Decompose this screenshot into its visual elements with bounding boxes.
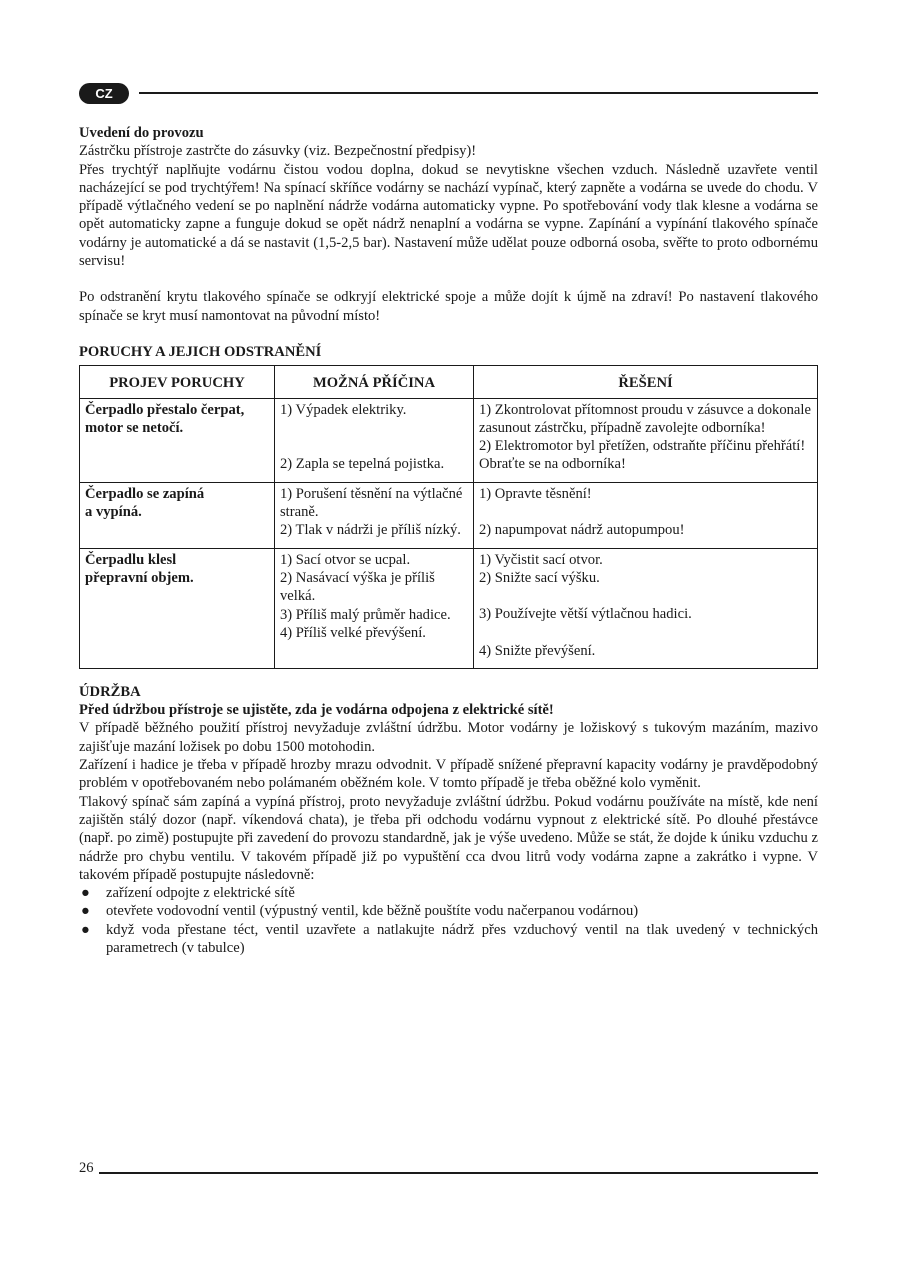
table-header-row bbox=[80, 366, 818, 398]
solution-item: 3) Používejte větší výtlačnou hadici. bbox=[479, 606, 692, 623]
bullet-icon: ● bbox=[81, 903, 90, 920]
solution-item: 1) Opravte těsnění! bbox=[479, 485, 592, 502]
solution-item: 2) napumpovat nádrž autopumpou! bbox=[479, 522, 685, 539]
solution-item: 1) Zkontrolovat přítomnost proudu v zásuvce a dokonale zasunout zástrčku, případně zavolejte odborníka! bbox=[479, 401, 811, 436]
cause-item: 2) Nasávací výška je příliš velká. bbox=[280, 569, 435, 605]
cause-item: 2) Zapla se tepelná pojistka. bbox=[280, 455, 445, 472]
col-header-solution: ŘEŠENÍ bbox=[474, 366, 818, 398]
solution-cell bbox=[474, 482, 818, 548]
solution-item: 2) Elektromotor byl přetížen, odstraňte příčinu přehřátí! Obraťte se na odborníka! bbox=[479, 438, 806, 473]
solution-item: 4) Snižte převýšení. bbox=[479, 642, 596, 659]
table-row bbox=[80, 548, 818, 668]
page-number: 26 bbox=[79, 1160, 94, 1176]
bullet-icon: ● bbox=[81, 885, 90, 902]
cause-item: 4) Příliš velké převýšení. bbox=[280, 624, 426, 641]
faults-heading: PORUCHY A JEJICH ODSTRANĚNÍ bbox=[79, 343, 322, 360]
footer-rule bbox=[99, 1172, 818, 1174]
table-row bbox=[80, 482, 818, 548]
symptom-text: a vypíná. bbox=[85, 504, 142, 521]
cause-cell bbox=[275, 482, 474, 548]
page-content bbox=[79, 124, 818, 957]
symptom-cell bbox=[80, 482, 275, 548]
maintenance-paragraph-3: Tlakový spínač sám zapíná a vypíná přístroj, proto nevyžaduje zvláštní údržbu. Pokud vodárnu používáte na místě, kde není zajištěn stálý dozor (např. víkendová chata), je třeba při odchodu vodárnu vypnout z elektrické sítě. Po dlouhé přestávce (např. po zimě) postupujte při zavedení do provozu standardně, jak je výše uvedeno. Může se stát, že dojde k úniku vzduchu z nádrže pro chybu ventilu. V takovém případě již po vypuštění cca dvou litrů vody vodárna zapne a zakrátko i vypne. V takovém případě postupujte následovně: bbox=[79, 793, 818, 883]
symptom-text: Čerpadlo přestalo čerpat, motor se netočí. bbox=[85, 401, 245, 436]
faults-table bbox=[79, 365, 818, 669]
bullet-icon: ● bbox=[81, 921, 90, 938]
table-row bbox=[80, 398, 818, 482]
symptom-cell bbox=[80, 548, 275, 668]
cause-item: 3) Příliš malý průměr hadice. bbox=[280, 606, 451, 623]
language-badge: CZ bbox=[79, 83, 129, 104]
maintenance-paragraph-1: V případě běžného použití přístroj nevyžaduje zvláštní údržbu. Motor vodárny je ložiskový s tukovým mazáním, mazivo zajišťuje mazání ložisek po dobu 1500 motohodin. bbox=[79, 720, 818, 755]
startup-paragraph-2: Přes trychtýř naplňujte vodárnu čistou vodou doplna, dokud se nevytiskne všechen vzduch. Následně uzavřete ventil nacházející se pod trychtýřem! Na spínací skříňce vodárny se nachází vypínač, který zapněte a vodárna se uvede do chodu. V případě výtlačného vedení se po naplnění nádrže vodárna automaticky vypne. Po spotřebování vody tlak klesne a vodárna se opět automaticky zapne a funguje dokud se opět nádrž nenaplní a vodárna se vypne. Zapínání a vypínání tlakového spínače vodárny je automatické a dá se nastavit (1,5-2,5 bar). Nastavení může udělat pouze odborná osoba, svěřte to proto odbornému servisu! bbox=[79, 161, 818, 270]
maintenance-warning: Před údržbou přístroje se ujistěte, zda je vodárna odpojena z elektrické sítě! bbox=[79, 702, 554, 719]
solution-cell bbox=[474, 548, 818, 668]
page-footer bbox=[79, 1160, 818, 1180]
col-header-cause: MOŽNÁ PŘÍČINA bbox=[275, 366, 474, 398]
maintenance-heading: ÚDRŽBA bbox=[79, 683, 141, 700]
maintenance-steps-list bbox=[79, 884, 818, 957]
solution-cell bbox=[474, 398, 818, 482]
startup-paragraph-1: Zástrčku přístroje zastrčte do zásuvky (viz. Bezpečnostní předpisy)! bbox=[79, 143, 477, 160]
cause-item: 1) Porušení těsnění na výtlačné straně. bbox=[280, 485, 463, 521]
symptom-cell bbox=[80, 398, 275, 482]
col-header-symptom: PROJEV PORUCHY bbox=[80, 366, 275, 398]
startup-paragraph-3: Po odstranění krytu tlakového spínače se odkryjí elektrické spoje a může dojít k újmě na zdraví! Po nastavení tlakového spínače se kryt musí namontovat na původní místo! bbox=[79, 289, 818, 324]
cause-cell bbox=[275, 548, 474, 668]
symptom-text: Čerpadlu klesl bbox=[85, 551, 177, 568]
cause-item: 2) Tlak v nádrži je příliš nízký. bbox=[280, 522, 461, 539]
startup-heading: Uvedení do provozu bbox=[79, 125, 204, 141]
solution-item: 2) Snižte sací výšku. bbox=[479, 569, 600, 586]
cause-cell bbox=[275, 398, 474, 482]
list-item: ● když voda přestane téct, ventil uzavřete a natlakujte nádrž přes vzduchový ventil na tlak uvedený v technických parametrech (v tabulce) bbox=[81, 921, 818, 956]
solution-item: 1) Vyčistit sací otvor. bbox=[479, 551, 603, 568]
cause-item: 1) Sací otvor se ucpal. bbox=[280, 551, 411, 568]
list-item: ● zařízení odpojte z elektrické sítě bbox=[81, 885, 295, 902]
page-header bbox=[79, 83, 818, 105]
cause-item: 1) Výpadek elektriky. bbox=[280, 401, 407, 418]
list-item: ● otevřete vodovodní ventil (výpustný ventil, kde běžně pouštíte vodu načerpanou vodárnou) bbox=[81, 903, 639, 920]
symptom-text: přepravní objem. bbox=[85, 569, 194, 586]
maintenance-paragraph-2: Zařízení i hadice je třeba v případě hrozby mrazu odvodnit. V případě snížené přepravní kapacity vodárny je pravděpodobný problém v opotřebovaném nebo polámaném oběžném kole. V tomto případě je třeba oběžné kolo vyměnit. bbox=[79, 757, 818, 792]
header-rule bbox=[139, 92, 818, 94]
symptom-text: Čerpadlo se zapíná bbox=[85, 485, 205, 502]
